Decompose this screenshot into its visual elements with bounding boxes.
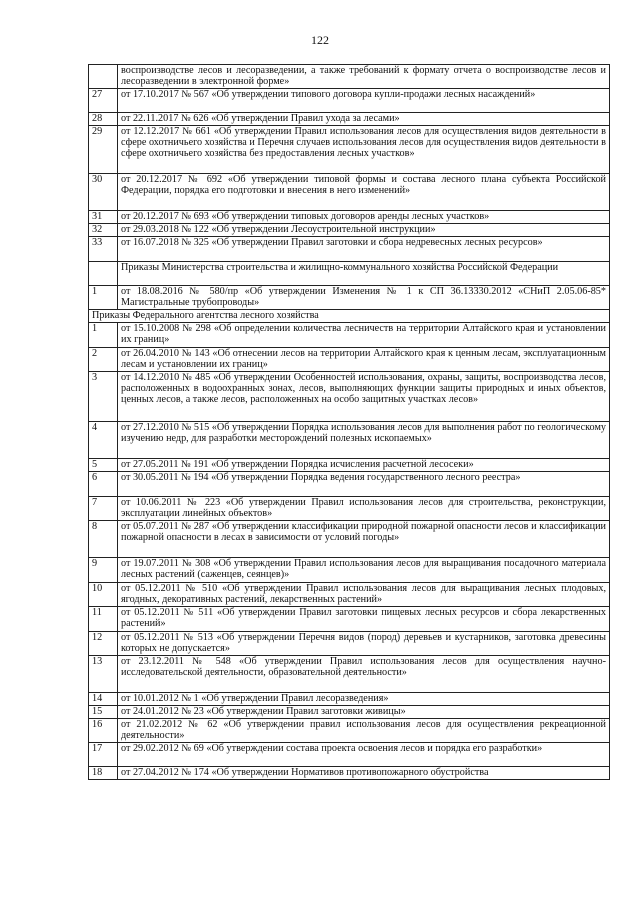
row-text: воспроизводстве лесов и лесоразведении, а также требований к формату отчета о воспроизводстве лесов и лесоразведении в электронной форме» — [118, 65, 610, 89]
table-row — [89, 472, 610, 497]
row-text: от 12.12.2017 № 661 «Об утверждении Правил использования лесов для осуществления видов деятельности в сфере охотничьего хозяйства и Перечня случаев использования лесов для осуществления видов деятельности в сфере охотничьего хозяйства без предоставления лесных участков» — [118, 126, 610, 174]
row-text: от 10.01.2012 № 1 «Об утверждении Правил лесоразведения» — [118, 693, 610, 706]
table-row — [89, 65, 610, 89]
row-text: от 20.12.2017 № 692 «Об утверждении типовой формы и состава лесного плана субъекта Российской Федерации, порядка его подготовки и внесения в него изменений» — [118, 174, 610, 211]
row-number: 17 — [89, 743, 118, 767]
table-row — [89, 211, 610, 224]
row-number: 13 — [89, 656, 118, 693]
row-text: от 05.12.2011 № 510 «Об утверждении Правил использования лесов для выращивания лесных плодовых, ягодных, декоративных растений, лекарственных растений» — [118, 583, 610, 607]
row-number: 18 — [89, 767, 118, 780]
table-row — [89, 348, 610, 372]
row-text: от 29.03.2018 № 122 «Об утверждении Лесоустроительной инструкции» — [118, 224, 610, 237]
row-text: от 10.06.2011 № 223 «Об утверждении Правил использования лесов для строительства, реконструкции, эксплуатации линейных объектов» — [118, 497, 610, 521]
table-row — [89, 719, 610, 743]
row-text: от 05.12.2011 № 513 «Об утверждении Перечня видов (пород) деревьев и кустарников, заготовка древесины которых не допускается» — [118, 632, 610, 656]
table-row — [89, 521, 610, 558]
section-heading: Приказы Федерального агентства лесного хозяйства — [89, 310, 610, 323]
table-row — [89, 422, 610, 459]
row-number: 4 — [89, 422, 118, 459]
table-row — [89, 656, 610, 693]
table-row — [89, 126, 610, 174]
table-row — [89, 632, 610, 656]
table-row — [89, 607, 610, 632]
row-text: Приказы Министерства строительства и жилищно-коммунального хозяйства Российской Федерации — [118, 262, 610, 286]
row-number: 29 — [89, 126, 118, 174]
row-text: от 20.12.2017 № 693 «Об утверждении типовых договоров аренды лесных участков» — [118, 211, 610, 224]
row-number: 6 — [89, 472, 118, 497]
row-number: 1 — [89, 286, 118, 310]
row-number: 32 — [89, 224, 118, 237]
row-text: от 27.05.2011 № 191 «Об утверждении Порядка исчисления расчетной лесосеки» — [118, 459, 610, 472]
row-text: от 26.04.2010 № 143 «Об отнесении лесов на территории Алтайского края к ценным лесам, эксплуатационным лесам и установлении их границ» — [118, 348, 610, 372]
row-text: от 18.08.2016 № 580/пр «Об утверждении Изменения № 1 к СП 36.13330.2012 «СНиП 2.05.06-85* Магистральные трубопроводы» — [118, 286, 610, 310]
row-text: от 15.10.2008 № 298 «Об определении количества лесничеств на территории Алтайского края и установлении их границ» — [118, 323, 610, 348]
row-number: 9 — [89, 558, 118, 583]
row-number — [89, 65, 118, 89]
row-number: 33 — [89, 237, 118, 262]
table-row — [89, 497, 610, 521]
row-text: от 14.12.2010 № 485 «Об утверждении Особенностей использования, охраны, защиты, воспроизводства лесов, расположенных в водоохранных зонах, лесов, выполняющих функции защиты природных и иных объектов, ценных лесов, а также лесов, расположенных на особо защитных участках лесов» — [118, 372, 610, 422]
table-row — [89, 459, 610, 472]
table-row — [89, 743, 610, 767]
table-row — [89, 693, 610, 706]
row-text: от 17.10.2017 № 567 «Об утверждении типового договора купли-продажи лесных насаждений» — [118, 89, 610, 113]
row-text: от 16.07.2018 № 325 «Об утверждении Правил заготовки и сбора недревесных лесных ресурсов» — [118, 237, 610, 262]
row-text: от 05.07.2011 № 287 «Об утверждении классификации природной пожарной опасности лесов и классификации пожарной опасности в лесах в зависимости от условий погоды» — [118, 521, 610, 558]
row-number: 7 — [89, 497, 118, 521]
regulations-table — [88, 64, 610, 780]
row-number: 8 — [89, 521, 118, 558]
table-row — [89, 237, 610, 262]
table-row — [89, 262, 610, 286]
row-number: 16 — [89, 719, 118, 743]
row-text: от 05.12.2011 № 511 «Об утверждении Правил заготовки пищевых лесных ресурсов и сбора лекарственных растений» — [118, 607, 610, 632]
row-number: 31 — [89, 211, 118, 224]
table-row — [89, 583, 610, 607]
table-row — [89, 558, 610, 583]
table-row — [89, 706, 610, 719]
row-number: 2 — [89, 348, 118, 372]
row-text: от 23.12.2011 № 548 «Об утверждении Правил использования лесов для осуществления научно-исследовательской деятельности, образовательной деятельности» — [118, 656, 610, 693]
row-number: 3 — [89, 372, 118, 422]
table-row — [89, 113, 610, 126]
section-heading-row — [89, 310, 610, 323]
row-number — [89, 262, 118, 286]
table-row — [89, 372, 610, 422]
row-text: от 24.01.2012 № 23 «Об утверждении Правил заготовки живицы» — [118, 706, 610, 719]
row-text: от 21.02.2012 № 62 «Об утверждении правил использования лесов для осуществления рекреационной деятельности» — [118, 719, 610, 743]
table-row — [89, 224, 610, 237]
row-number: 12 — [89, 632, 118, 656]
row-number: 14 — [89, 693, 118, 706]
table-row — [89, 286, 610, 310]
table-row — [89, 174, 610, 211]
row-text: от 30.05.2011 № 194 «Об утверждении Порядка ведения государственного лесного реестра» — [118, 472, 610, 497]
row-text: от 29.02.2012 № 69 «Об утверждении состава проекта освоения лесов и порядка его разработки» — [118, 743, 610, 767]
row-text: от 19.07.2011 № 308 «Об утверждении Правил использования лесов для выращивания посадочного материала лесных растений (саженцев, сеянцев)» — [118, 558, 610, 583]
row-number: 10 — [89, 583, 118, 607]
table-body — [89, 65, 610, 780]
row-number: 5 — [89, 459, 118, 472]
row-number: 1 — [89, 323, 118, 348]
row-text: от 27.12.2010 № 515 «Об утверждении Порядка использования лесов для выполнения работ по геологическому изучению недр, для разработки месторождений полезных ископаемых» — [118, 422, 610, 459]
row-number: 28 — [89, 113, 118, 126]
table-row — [89, 767, 610, 780]
table-row — [89, 323, 610, 348]
row-text: от 22.11.2017 № 626 «Об утверждении Правил ухода за лесами» — [118, 113, 610, 126]
row-number: 30 — [89, 174, 118, 211]
row-number: 15 — [89, 706, 118, 719]
row-number: 27 — [89, 89, 118, 113]
row-text: от 27.04.2012 № 174 «Об утверждении Нормативов противопожарного обустройства — [118, 767, 610, 780]
row-number: 11 — [89, 607, 118, 632]
table-row — [89, 89, 610, 113]
page-number: 122 — [311, 33, 329, 47]
